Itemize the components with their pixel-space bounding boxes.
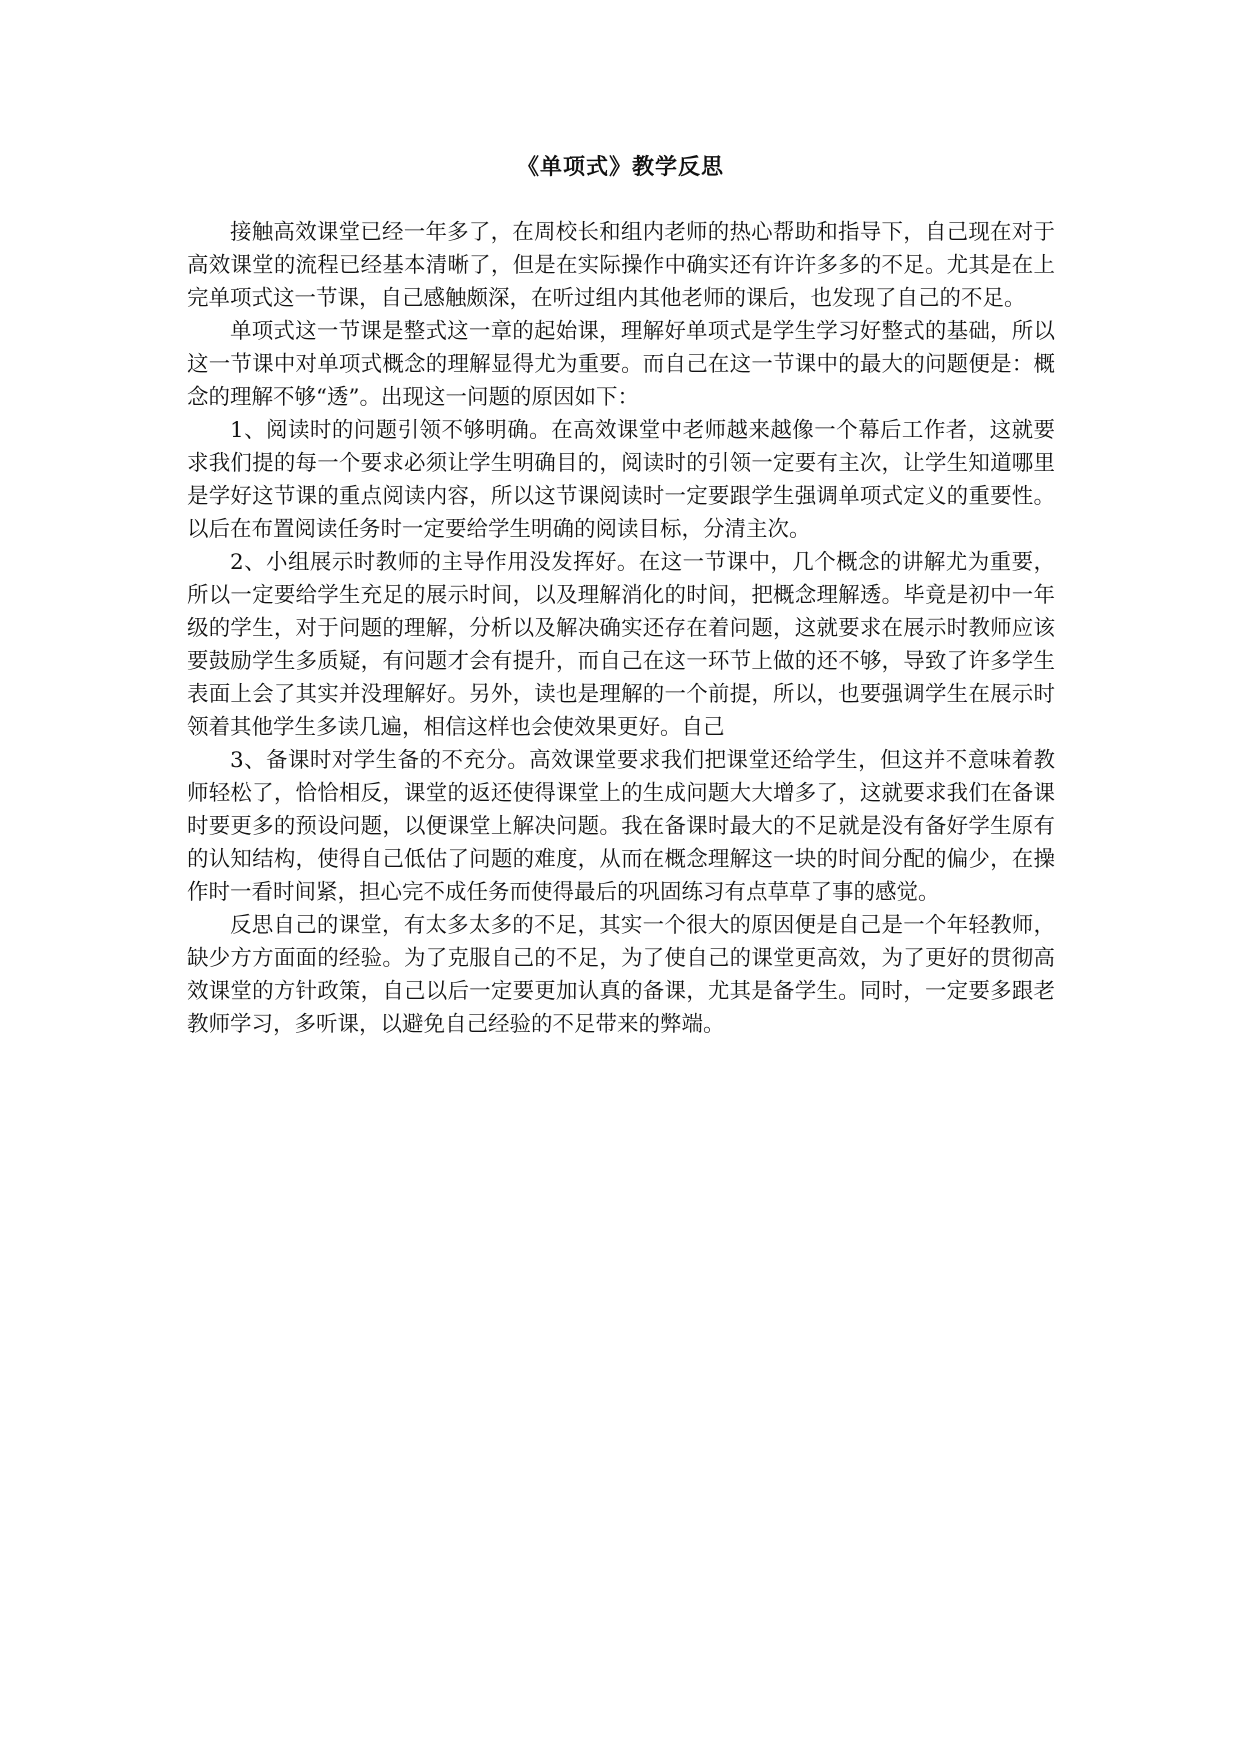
- paragraph-reason-2: 2、小组展示时教师的主导作用没发挥好。在这一节课中，几个概念的讲解尤为重要，所以一定要给学生充足的展示时间，以及理解消化的时间，把概念理解透。毕竟是初中一年级的学生，对于问题的理解，分析以及解决确实还存在着问题，这就要求在展示时教师应该要鼓励学生多质疑，有问题才会有提升，而自己在这一环节上做的还不够，导致了许多学生表面上会了其实并没理解好。另外，读也是理解的一个前提，所以，也要强调学生在展示时领着其他学生多读几遍，相信这样也会使效果更好。自己: [187, 550, 1055, 740]
- document-title: 《单项式》教学反思: [516, 154, 724, 180]
- paragraph-problem: 单项式这一节课是整式这一章的起始课，理解好单项式是学生学习好整式的基础，所以这一节课中对单项式概念的理解显得尤为重要。而自己在这一节课中的最大的问题便是：概念的理解不够“透”。出现这一问题的原因如下：: [187, 319, 1055, 410]
- paragraph-intro: 接触高效课堂已经一年多了，在周校长和组内老师的热心帮助和指导下，自己现在对于高效课堂的流程已经基本清晰了，但是在实际操作中确实还有许许多多的不足。尤其是在上完单项式这一节课，自己感触颇深，在听过组内其他老师的课后，也发现了自己的不足。: [187, 220, 1055, 311]
- paragraph-reason-1: 1、阅读时的问题引领不够明确。在高效课堂中老师越来越像一个幕后工作者，这就要求我们提的每一个要求必须让学生明确目的，阅读时的引领一定要有主次，让学生知道哪里是学好这节课的重点阅读内容，所以这节课阅读时一定要跟学生强调单项式定义的重要性。以后在布置阅读任务时一定要给学生明确的阅读目标，分清主次。: [187, 418, 1055, 542]
- paragraph-reason-3: 3、备课时对学生备的不充分。高效课堂要求我们把课堂还给学生，但这并不意味着教师轻松了，恰恰相反，课堂的返还使得课堂上的生成问题大大增多了，这就要求我们在备课时要更多的预设问题，以便课堂上解决问题。我在备课时最大的不足就是没有备好学生原有的认知结构，使得自己低估了问题的难度，从而在概念理解这一块的时间分配的偏少，在操作时一看时间紧，担心完不成任务而使得最后的巩固练习有点草草了事的感觉。: [187, 748, 1055, 905]
- paragraph-conclusion: 反思自己的课堂，有太多太多的不足，其实一个很大的原因便是自己是一个年轻教师，缺少方方面面的经验。为了克服自己的不足，为了使自己的课堂更高效，为了更好的贯彻高效课堂的方针政策，自己以后一定要更加认真的备课，尤其是备学生。同时，一定要多跟老教师学习，多听课，以避免自己经验的不足带来的弊端。: [187, 913, 1055, 1037]
- document-body: [187, 216, 1055, 1041]
